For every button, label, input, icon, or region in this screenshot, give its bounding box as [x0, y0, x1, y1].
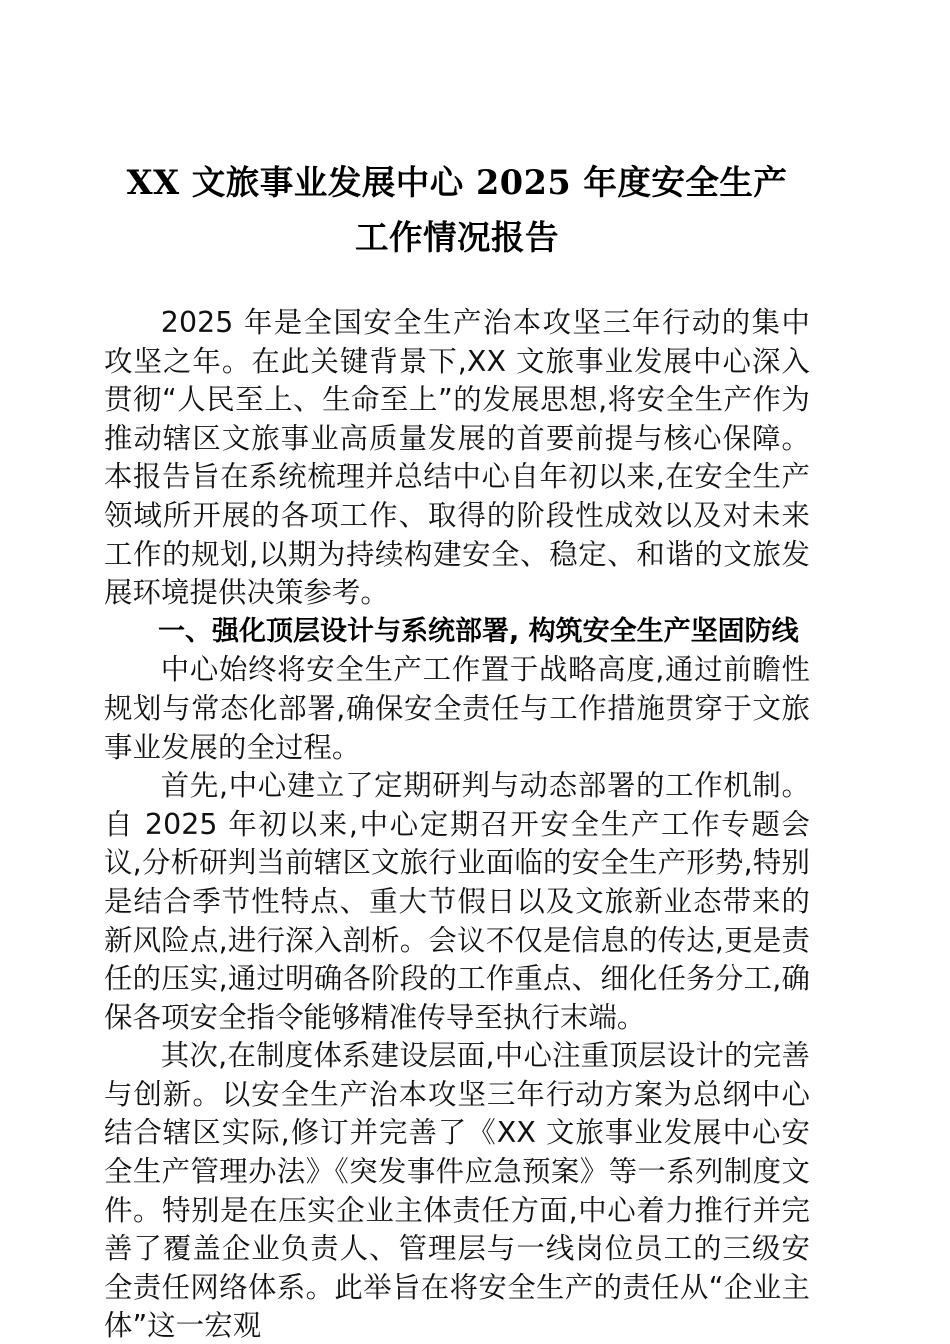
- page-title-line-1: XX 文旅事业发展中心 2025 年度安全生产: [126, 163, 788, 202]
- paragraph-section1-lead: 中心始终将安全生产工作置于战略高度,通过前瞻性规划与常态化部署,确保安全责任与工作措施贯穿于文旅事业发展的全过程。: [104, 653, 810, 764]
- page-title: [104, 0, 810, 265]
- document-content: [104, 0, 810, 1344]
- section-heading-1: 一、强化顶层设计与系统部署, 构筑安全生产坚固防线: [158, 615, 799, 647]
- paragraph-intro: 2025 年是全国安全生产治本攻坚三年行动的集中攻坚之年。在此关键背景下,XX 文旅事业发展中心深入贯彻“人民至上、生命至上”的发展思想,将安全生产作为推动辖区文旅事业高质量发展的首要前提与核心保障。本报告旨在系统梳理并总结中心自年初以来,在安全生产领域所开展的各项工作、取得的阶段性成效以及对未来工作的规划,以期为持续构建安全、稳定、和谐的文旅发展环境提供决策参考。: [104, 306, 810, 610]
- paragraph-section1-first: 首先,中心建立了定期研判与动态部署的工作机制。自 2025 年初以来,中心定期召开安全生产工作专题会议,分析研判当前辖区文旅行业面临的安全生产形势,特别是结合季节性特点、重大节假日以及文旅新业态带来的新风险点,进行深入剖析。会议不仅是信息的传达,更是责任的压实,通过明确各阶段的工作重点、细化任务分工,确保各项安全指令能够精准传导至执行末端。: [104, 769, 810, 1034]
- paragraph-section1-second: 其次,在制度体系建设层面,中心注重顶层设计的完善与创新。以安全生产治本攻坚三年行动方案为总纲中心结合辖区实际,修订并完善了《XX 文旅事业发展中心安全生产管理办法》《突发事件应急预案》等一系列制度文件。特别是在压实企业主体责任方面,中心着力推行并完善了覆盖企业负责人、管理层与一线岗位员工的三级安全责任网络体系。此举旨在将安全生产的责任从“企业主体”这一宏观: [104, 1039, 810, 1343]
- page-title-line-2: 工作情况报告: [355, 218, 559, 257]
